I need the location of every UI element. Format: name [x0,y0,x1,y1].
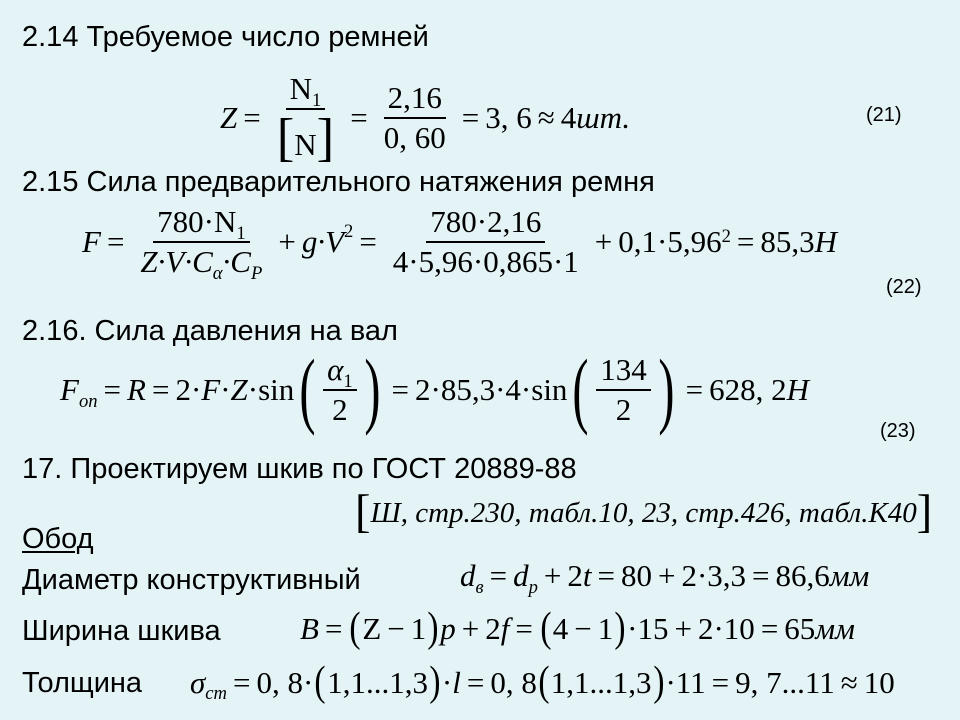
thickness-label: Толщина [22,667,143,699]
section-2-16-title: 2.16. Сила давления на вал [22,315,398,347]
diameter-equation: $d_в$ = $d_p$ + 2t = 80 + 2·3,3 = 86,6мм [460,558,870,598]
equation-21: Z = $\frac{N_1}{[N]}$ = $\frac{2,16}{0, 60}$ = 3, 6 ≈ 4шт. [220,71,631,168]
eqnum-21: (21) [866,104,902,126]
section-2-15-title: 2.15 Сила предварительного натяжения ремня [22,166,655,198]
equation-22: F = $\frac{780\cdot N_1}{Z\cdot V\cdot C_\alpha\cdot C_P}$ + g·V 2 = $\frac{780\cdot 2,16}{4\cdot 5,96\cdot 0,865\cdot 1}$ + $0,1\cdot 5,96^2$ = 85,3H [82,204,838,284]
thickness-equation: $\sigma_{ст}$ = 0, 8· ( 1,1...1,3 ) ·l = 0, 8 ( 1,1...1,3 ) ·11 = 9, 7...11 ≈ 10 [190,659,895,705]
width-equation: B = ( Z − 1 ) p + 2f = ( 4 − 1 ) ·15 + 2·10 = 65мм [300,605,855,651]
diameter-label: Диаметр конструктивный [22,564,361,596]
equation-23: $F_{on}$ = R = 2·F·Z·sin ( $\frac{\alpha_1}{2}$ ) = 2·85,3·4·sin ( $\frac{134}{2}$ ) = 628, 2H [60,342,809,437]
reference-text: Ш, стр.230, табл.10, 23, стр.426, табл.К40 [370,496,917,529]
section-17-title: 17. Проектируем шкив по ГОСТ 20889-88 [22,453,577,485]
width-label: Ширина шкива [22,615,221,647]
section-2-14-title: 2.14 Требуемое число ремней [22,21,429,53]
reference-citation: [ Ш, стр.230, табл.10, 23, стр.426, табл.К40 ] [355,487,933,538]
rim-title: Обод [22,523,94,555]
eqnum-23: (23) [880,420,916,442]
eqnum-22: (22) [886,276,922,298]
